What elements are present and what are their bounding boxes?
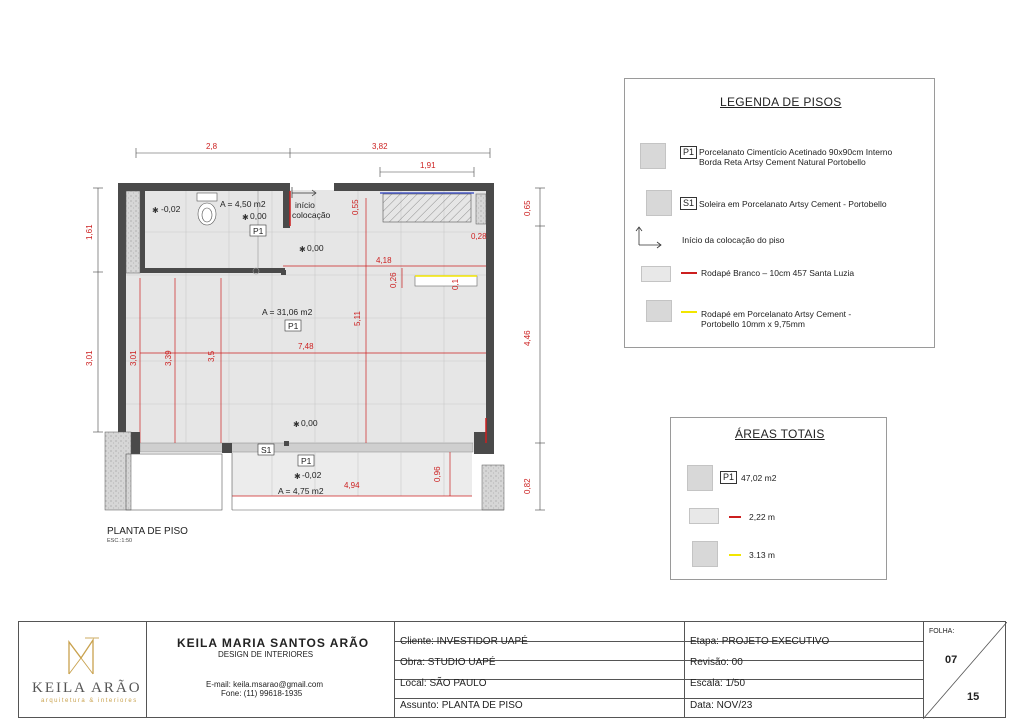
dim-inner-511: 5,11 <box>353 311 362 326</box>
dim-inner-01: 0,1 <box>451 278 460 290</box>
right-column <box>476 194 486 224</box>
legend-text-p1-1: Porcelanato Cimentício Acetinado 90x90cm Interno <box>699 147 893 157</box>
bottom-left-column <box>105 432 131 510</box>
legend-tag-p1: P1 <box>680 146 697 159</box>
level-bath-left: -0,02 <box>161 204 181 214</box>
dim-right-bottom: 0,82 <box>523 478 532 494</box>
subject-field: Assunto: PLANTA DE PISO <box>400 700 523 711</box>
dim-top-right: 3,82 <box>372 142 388 151</box>
svg-text:✱: ✱ <box>242 213 249 222</box>
sheet-number: 07 <box>945 654 958 666</box>
legend-swatch-s1 <box>646 190 672 216</box>
main-area-label: A = 31,06 m2 <box>262 307 313 317</box>
legend-title: LEGENDA DE PISOS <box>720 95 842 109</box>
legend-swatch-p1 <box>640 143 666 169</box>
logo-text: KEILA ARÃO <box>32 680 142 696</box>
title-block <box>18 621 1006 718</box>
level-main-top: 0,00 <box>307 243 324 253</box>
areas-swatch-p1 <box>687 465 713 491</box>
dim-inner-028: 0,28 <box>471 232 487 241</box>
dim-inner-418: 4,18 <box>376 256 392 265</box>
balcony-area-label: A = 4,75 m2 <box>278 486 324 496</box>
areas-value-p1: 47,02 m2 <box>741 473 777 483</box>
dim-inner-026: 0,26 <box>389 272 398 288</box>
tag-p1-bath: P1 <box>253 226 264 236</box>
logo-icon <box>59 634 107 676</box>
legend-start-arrow-icon <box>635 225 665 249</box>
logo-subtext: arquitetura & interiores <box>41 698 138 704</box>
dim-inner-35: 3,5 <box>207 350 216 362</box>
sheet-total: 15 <box>967 691 980 703</box>
toilet <box>197 193 217 225</box>
revision-field: Revisão: 00 <box>690 657 743 668</box>
areas-panel <box>670 417 887 580</box>
svg-text:✱: ✱ <box>152 206 159 215</box>
legend-tag-s1: S1 <box>680 197 697 210</box>
legend-text-baseboard-porcelain-1: Rodapé em Porcelanato Artsy Cement - <box>701 309 852 319</box>
start-label-2: colocação <box>292 210 331 220</box>
project-field: Obra: STUDIO UAPÉ <box>400 657 496 668</box>
legend-swatch-baseboard-white <box>641 266 671 282</box>
bath-area-label: A = 4,50 m2 <box>220 199 266 209</box>
tag-s1: S1 <box>261 445 272 455</box>
dim-top-inner: 1,91 <box>420 161 436 170</box>
start-label-1: início <box>295 200 315 210</box>
areas-line-yellow <box>729 554 741 556</box>
designer-email: E-mail: keila.msarao@gmail.com <box>206 680 324 689</box>
dim-top-left: 2,8 <box>206 142 218 151</box>
location-field: Local: SÃO PAULO <box>400 678 487 689</box>
shelf <box>415 276 477 286</box>
level-main-bottom: 0,00 <box>301 418 318 428</box>
areas-value-red: 2,22 m <box>749 512 775 522</box>
designer-name: KEILA MARIA SANTOS ARÃO <box>177 636 370 650</box>
legend-panel <box>624 78 935 348</box>
dim-inner-055: 0,55 <box>351 199 360 215</box>
areas-line-red <box>729 516 741 518</box>
threshold-s1 <box>140 443 473 452</box>
svg-text:✱: ✱ <box>299 245 306 254</box>
areas-title: ÁREAS TOTAIS <box>735 427 825 441</box>
tag-p1-balcony: P1 <box>301 456 312 466</box>
left-column <box>126 191 140 273</box>
level-bath: 0,00 <box>250 211 267 221</box>
legend-text-p1-2: Borda Reta Artsy Cement Natural Portobello <box>699 157 866 167</box>
legend-text-baseboard-porcelain-2: Portobello 10mm x 9,75mm <box>701 319 805 329</box>
legend-line-red <box>681 272 697 274</box>
legend-text-baseboard-white: Rodapé Branco – 10cm 457 Santa Luzia <box>701 268 855 278</box>
legend-line-yellow <box>681 311 697 313</box>
dim-inner-096: 0,96 <box>433 466 442 482</box>
dim-inner-748: 7,48 <box>298 342 314 351</box>
svg-text:✱: ✱ <box>294 472 301 481</box>
plan-caption: PLANTA DE PISO <box>107 526 188 537</box>
client-field: Cliente: INVESTIDOR UAPÉ <box>400 636 528 647</box>
date-field: Data: NOV/23 <box>690 700 753 711</box>
dim-right-main: 4,46 <box>523 330 532 346</box>
svg-text:✱: ✱ <box>293 420 300 429</box>
legend-text-s1: Soleira em Porcelanato Artsy Cement - Portobello <box>699 199 887 209</box>
kitchen-counter <box>383 194 471 222</box>
dim-left-main: 3,01 <box>85 350 94 366</box>
areas-swatch-red <box>689 508 719 524</box>
tag-p1-main: P1 <box>288 321 299 331</box>
stage-field: Etapa: PROJETO EXECUTIVO <box>690 636 830 647</box>
designer-phone: Fone: (11) 99618-1935 <box>221 689 303 698</box>
areas-value-yellow: 3.13 m <box>749 550 775 560</box>
dim-inner-494: 4,94 <box>344 481 360 490</box>
dim-right-top: 0,65 <box>523 200 532 216</box>
dim-inner-339: 3,39 <box>164 350 173 366</box>
plan-scale: ESC.:1:50 <box>107 538 133 544</box>
dim-left-top: 1,61 <box>85 224 94 240</box>
legend-text-start: Início da colocação do piso <box>682 235 785 245</box>
areas-tag-p1: P1 <box>720 471 737 484</box>
sheet-label: FOLHA: <box>929 628 955 635</box>
dim-inner-301: 3,01 <box>129 350 138 366</box>
folha-diagonal <box>923 622 1007 719</box>
legend-swatch-baseboard-porcelain <box>646 300 672 322</box>
level-balcony: -0,02 <box>302 470 322 480</box>
bottom-right-column <box>482 465 504 510</box>
areas-swatch-yellow <box>692 541 718 567</box>
designer-subtitle: DESIGN DE INTERIORES <box>218 650 314 659</box>
scale-field: Escala: 1/50 <box>690 678 746 689</box>
